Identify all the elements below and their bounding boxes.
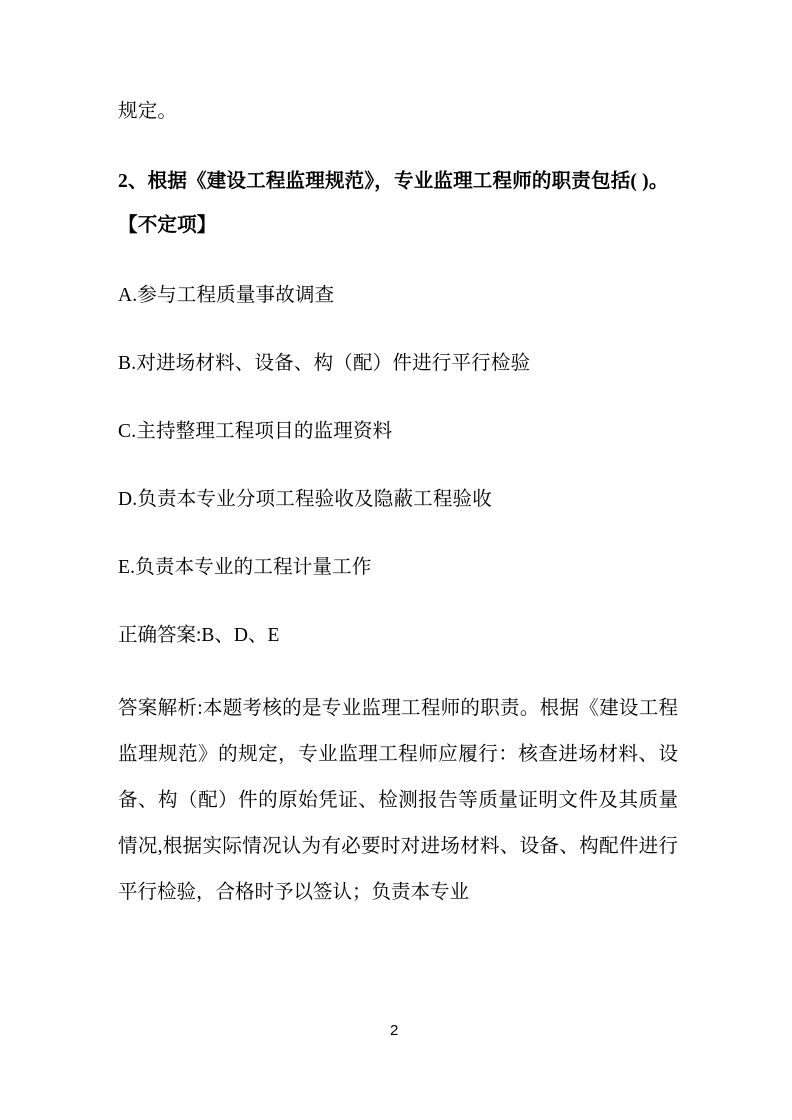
paragraph-continuation: 规定。 [118,101,178,122]
page-number: 2 [390,1022,399,1039]
option-a: A.参与工程质量事故调查 [118,285,335,306]
option-e: E.负责本专业的工程计量工作 [118,557,372,578]
question-stem: 2、根据《建设工程监理规范》，专业监理工程师的职责包括( )。【不定项】 [118,171,669,236]
correct-answer: 正确答案:B、D、E [118,625,280,646]
page-content [118,92,678,916]
option-d: D.负责本专业分项工程验收及隐蔽工程验收 [118,489,492,510]
answer-explanation: 答案解析:本题考核的是专业监理工程师的职责。根据《建设工程监理规范》的规定，专业监理工程师应履行：核查进场材料、设备、构（配）件的原始凭证、检测报告等质量证明文件及其质量情况,根据实际情况认为有必要时对进场材料、设备、构配件进行平行检验，合格时予以签认；负责本专业 [118,698,678,903]
option-b: B.对进场材料、设备、构（配）件进行平行检验 [118,353,531,374]
option-c: C.主持整理工程项目的监理资料 [118,421,393,442]
